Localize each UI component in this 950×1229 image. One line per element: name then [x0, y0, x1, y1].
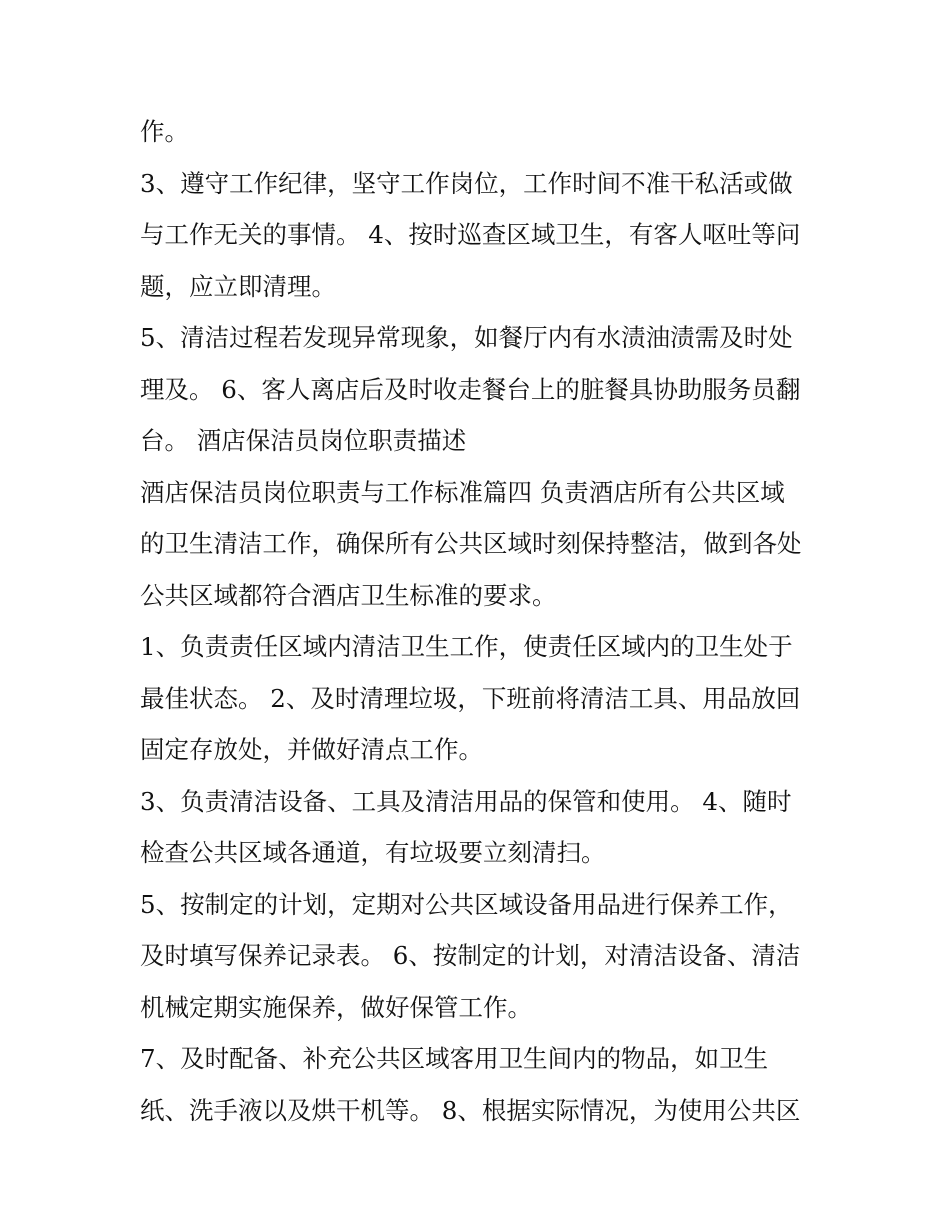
text-line: 7、及时配备、补充公共区域客用卫生间内的物品，如卫生: [140, 1044, 769, 1073]
text-line: 5、清洁过程若发现异常现象，如餐厅内有水渍油渍需及时处: [140, 323, 793, 352]
text-line: 纸、洗手液以及烘干机等。 8、根据实际情况，为使用公共区: [140, 1095, 801, 1125]
text-line: 及时填写保养记录表。 6、按制定的计划，对清洁设备、清洁: [140, 941, 801, 970]
text-line: 1、负责责任区域内清洁卫生工作，使责任区域内的卫生处于: [140, 632, 793, 661]
text-line: 的卫生清洁工作，确保所有公共区域时刻保持整洁，做到各处: [140, 529, 802, 558]
text-line: 3、遵守工作纪律，坚守工作岗位，工作时间不准干私活或做: [140, 168, 793, 198]
text-line: 5、按制定的计划，定期对公共区域设备用品进行保养工作，: [140, 889, 793, 919]
text-line: 与工作无关的事情。 4、按时巡查区域卫生，有客人呕吐等问: [140, 220, 801, 249]
text-line: 最佳状态。 2、及时清理垃圾，下班前将清洁工具、用品放回: [140, 683, 801, 713]
text-line: 3、负责清洁设备、工具及清洁用品的保管和使用。 4、随时: [140, 786, 792, 816]
text-line: 固定存放处，并做好清点工作。: [140, 735, 483, 764]
text-line: 理及。 6、客人离店后及时收走餐台上的脏餐具协助服务员翻: [140, 374, 801, 404]
text-line: 公共区域都符合酒店卫生标准的要求。: [140, 580, 557, 610]
text-line: 作。: [140, 117, 189, 146]
text-line: 检查公共区域各通道，有垃圾要立刻清扫。: [140, 838, 606, 867]
document-body: [140, 106, 830, 1136]
text-line: 台。 酒店保洁员岗位职责描述: [140, 426, 467, 455]
text-line: 机械定期实施保养，做好保管工作。: [140, 992, 532, 1022]
text-line: 题，应立即清理。: [140, 271, 336, 301]
text-line: 酒店保洁员岗位职责与工作标准篇四 负责酒店所有公共区域: [140, 477, 785, 507]
